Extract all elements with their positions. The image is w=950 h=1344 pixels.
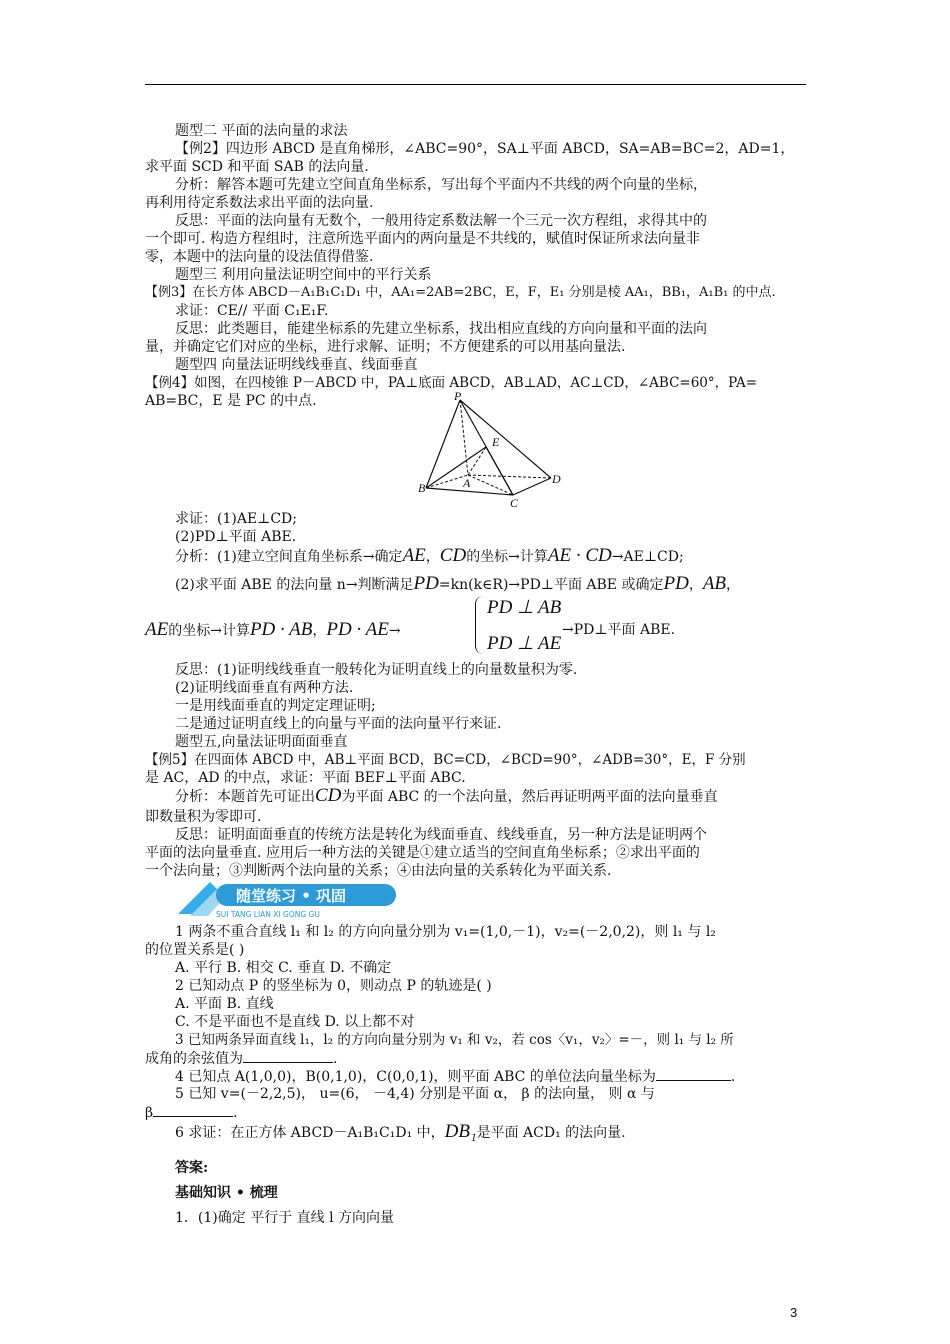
example-2-line-1: 【例2】四边形 ABCD 是直角梯形，∠ABC=90°，SA⊥平面 ABCD，SA=AB=BC=2，AD=1， [175,141,795,157]
banner-title: 随堂练习 • 巩固 [236,887,347,905]
analysis-5-line-2: 即数量积为零即可. [145,809,262,825]
label-a: A [463,476,471,490]
example-3-line-2: 求证：CE// 平面 C₁E₁F. [175,303,329,319]
answers-subheading: 基础知识 • 梳理 [175,1185,278,1201]
reflection-4-line-1: 反思：(1)证明线线垂直一般转化为证明直线上的向量数量积为零. [175,662,578,678]
system-equation-2: PD ⊥ AE [487,633,562,654]
answer-blank[interactable] [153,1104,233,1117]
section-title-2: 题型二 平面的法向量的求法 [175,123,348,139]
label-d: D [552,472,561,486]
reflection-5-line-3: 一个法向量；③判断两个法向量的关系；④由法向量的关系转化为平面关系. [145,863,612,879]
equation-system-brace [475,596,486,654]
label-p: P [454,390,462,403]
question-4-line: 4 已知点 A(1,0,0)，B(0,1,0)，C(0,0,1)，则平面 ABC 的单位法向量坐标为 . [175,1069,736,1085]
reflection-4-line-4: 二是通过证明直线上的向量与平面的法向量平行来证. [175,716,502,732]
pyramid-figure [418,390,563,515]
analysis-2-line-2: 再利用待定系数法求出平面的法向量. [145,195,374,211]
practice-banner [176,880,401,920]
analysis-4-line-1: 分析：(1)建立空间直角坐标系→确定AE，CD的坐标→计算AE · CD→AE⊥CD; [175,545,684,566]
reflection-2-line-3: 零，本题中的法向量的设法值得借鉴. [145,249,374,265]
answer-blank[interactable] [656,1068,731,1081]
question-5-line-2: β . [145,1105,238,1121]
question-1-options: A. 平行 B. 相交 C. 垂直 D. 不确定 [175,960,392,976]
label-e: E [492,435,500,449]
question-6-line: 6 求证：在正方体 ABCD－A₁B₁C₁D₁ 中，DB₁是平面 ACD₁ 的法向量. [175,1121,626,1142]
analysis-2-line-1: 分析：解答本题可先建立空间直角坐标系，写出每个平面内不共线的两个向量的坐标， [175,177,707,193]
question-1-line-1: 1 两条不重合直线 l₁ 和 l₂ 的方向向量分别为 v₁=(1,0,－1)，v₂=(－2,0,2)，则 l₁ 与 l₂ [175,924,716,940]
question-2-options-1: A. 平面 B. 直线 [175,996,274,1012]
reflection-2-line-1: 反思：平面的法向量有无数个，一般用待定系数法解一个三元一次方程组，求得其中的 [175,213,707,229]
section-title-4: 题型四 向量法证明线线垂直、线面垂直 [175,357,418,373]
example-3-line-1: 【例3】在长方体 ABCD－A₁B₁C₁D₁ 中，AA₁=2AB=2BC，E，F，E₁ 分别是棱 AA₁，BB₁，A₁B₁ 的中点. [145,285,776,300]
reflection-4-line-3: 一是用线面垂直的判定定理证明; [175,698,376,714]
example-2-line-2: 求平面 SCD 和平面 SAB 的法向量. [145,159,369,175]
banner-subtitle: SUI TANG LIAN XI GONG GU [216,910,320,919]
question-1-line-2: 的位置关系是( ) [145,942,245,958]
label-b: B [418,481,426,495]
proof-4-part-1: 求证：(1)AE⊥CD; [175,511,297,527]
analysis-4-line-3: AE的坐标→计算PD · AB，PD · AE→ [145,619,401,640]
reflection-3-line-2: 量，并确定它们对应的坐标，进行求解、证明；不方便建系的可以用基向量法. [145,339,626,355]
answer-blank[interactable] [243,1050,333,1063]
question-2-options-2: C. 不是平面也不是直线 D. 以上都不对 [175,1014,415,1030]
example-5-line-1: 【例5】在四面体 ABCD 中，AB⊥平面 BCD，BC=CD，∠BCD=90°，∠ADB=30°，E，F 分别 [145,752,746,768]
example-5-line-2: 是 AC，AD 的中点，求证：平面 BEF⊥平面 ABC. [145,770,466,786]
question-3-line-2: 成角的余弦值为 . [145,1051,338,1067]
analysis-5-line-1: 分析：本题首先可证出CD为平面 ABC 的一个法向量，然后再证明两平面的法向量垂直 [175,785,718,806]
answers-heading: 答案: [175,1160,209,1176]
analysis-4-line-2: (2)求平面 ABE 的法向量 n→判断满足PD=kn(k∈R)→PD⊥平面 ABE 或确定PD，AB， [175,573,741,594]
section-title-5: 题型五,向量法证明面面垂直 [175,734,348,750]
reflection-5-line-1: 反思：证明面面垂直的传统方法是转化为线面垂直、线线垂直，另一种方法是证明两个 [175,827,707,843]
analysis-4-conclusion: →PD⊥平面 ABE. [562,622,676,638]
section-title-3: 题型三 利用向量法证明空间中的平行关系 [175,267,432,283]
page-number: 3 [790,1305,798,1320]
reflection-2-line-2: 一个即可. 构造方程组时，注意所选平面内的两向量是不共线的，赋值时保证所求法向量非 [145,231,700,247]
question-3-line-1: 3 已知两条异面直线 l₁，l₂ 的方向向量分别为 v₁ 和 v₂，若 cos〈v₁，v₂〉=－，则 l₁ 与 l₂ 所 [175,1032,734,1048]
reflection-3-line-1: 反思：此类题目，能建坐标系的先建立坐标系，找出相应直线的方向向量和平面的法向 [175,321,707,337]
header-rule [145,84,806,85]
label-c: C [510,496,519,510]
answer-1: 1．(1)确定 平行于 直线 l 方向向量 [175,1210,395,1226]
reflection-4-line-2: (2)证明线面垂直有两种方法. [175,680,354,696]
system-equation-1: PD ⊥ AB [487,597,562,618]
example-4-line-2: AB=BC，E 是 PC 的中点. [145,393,317,409]
example-4-line-1: 【例4】如图，在四棱锥 P－ABCD 中，PA⊥底面 ABCD，AB⊥AD，AC⊥CD，∠ABC=60°，PA= [145,375,758,391]
reflection-5-line-2: 平面的法向量垂直. 应用后一种方法的关键是①建立适当的空间直角坐标系；②求出平面的 [145,845,700,861]
question-2-line-1: 2 已知动点 P 的竖坐标为 0，则动点 P 的轨迹是( ) [175,978,492,994]
proof-4-part-2: (2)PD⊥平面 ABE. [175,529,297,545]
question-5-line-1: 5 已知 v=(－2,2,5)， u=(6， －4,4) 分别是平面 α， β 的法向量， 则 α 与 [175,1086,655,1102]
